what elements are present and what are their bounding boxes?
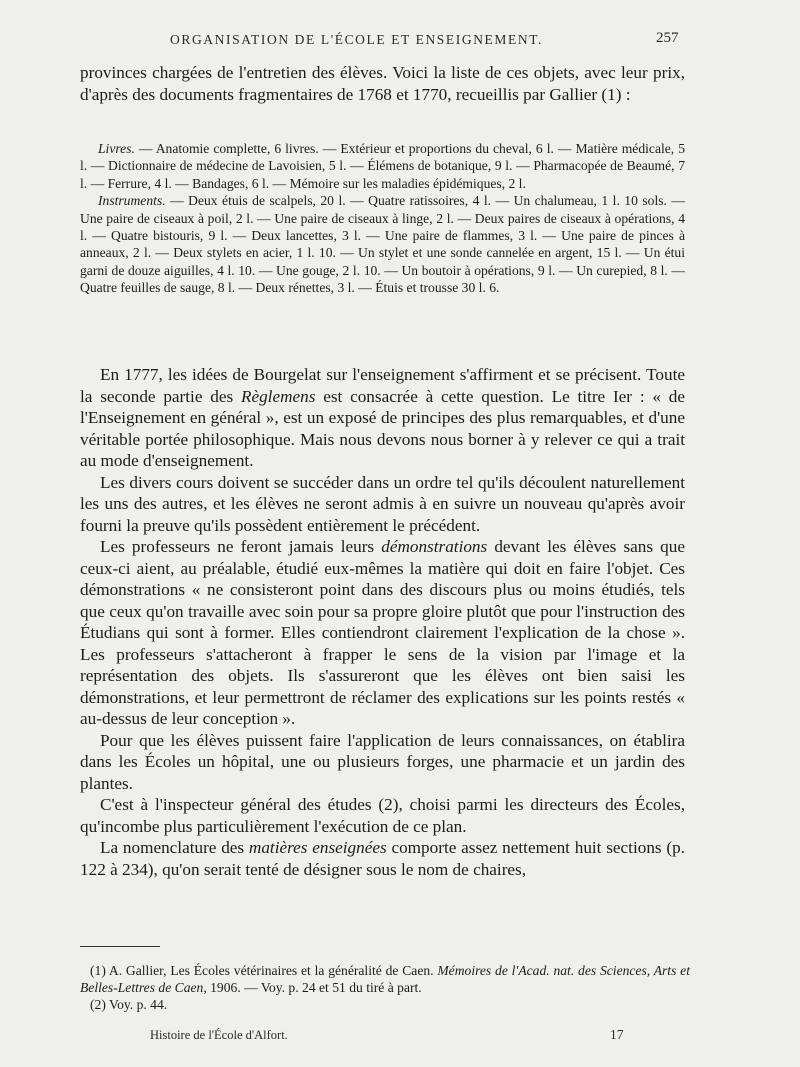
paragraph-5: C'est à l'inspecteur général des études (2), choisi parmi les directeurs des Écoles, qu'incombe plus particulièrement l'exécution de ce plan.: [80, 795, 685, 836]
paragraph-6: [80, 837, 685, 880]
intro-text: [80, 62, 685, 105]
paragraph-1-part-b: est consacrée à cette question. Le titre Ier : « de l'Enseignement en général », est un exposé de principes des plus remarquables, et d'une véritable portée philosophique. Mais nous devons nous borner à y relever ce qui a trait au mode d'enseignement.: [80, 386, 685, 470]
signature-number: 17: [610, 1027, 624, 1042]
paragraph-1: [80, 364, 685, 472]
list-instruments-text: — Deux étuis de scalpels, 20 l. — Quatre ratissoires, 4 l. — Un chalumeau, 1 l. 10 sols. — Une paire de ciseaux à poil, 2 l. — Une paire de ciseaux à linge, 2 l. — Deux paires de ciseaux à opérations, 4 l. — Quatre bistouris, 9 l. — Deux lancettes, 3 l. — Une paire de flammes, 3 l. — Une paire de pinces à anneaux, 2 l. — Deux stylets en acier, 1 l. 10. — Un stylet et une sonde cannelée en argent, 15 l. — Un étui garni de douze aiguilles, 4 l. 10. — Une gouge, 2 l. 10. — Un boutoir à opérations, 9 l. — Un curepied, 8 l. — Quatre feuilles de sauge, 8 l. — Deux rénettes, 3 l. — Étuis et trousse 30 l. 6.: [80, 193, 685, 296]
paragraph-6-part-a: La nomenclature des: [100, 838, 249, 857]
footnote-1: [80, 962, 690, 996]
list-books-label: Livres.: [98, 141, 135, 156]
paragraph-4: Pour que les élèves puissent faire l'application de leurs connaissances, on établira dans les Écoles un hôpital, une ou plusieurs forges, une pharmacie et un jardin des plantes.: [80, 730, 685, 793]
list-books-text: — Anatomie complette, 6 livres. — Extérieur et proportions du cheval, 6 l. — Matière médicale, 5 l. — Dictionnaire de médecine de Lavoisien, 5 l. — Élémens de botanique, 9 l. — Pharmacopée de Beaumé, 7 l. — Ferrure, 4 l. — Bandages, 6 l. — Mémoire sur les maladies épidémiques, 2 l.: [80, 141, 685, 191]
page-number: 257: [656, 30, 679, 46]
footnote-1-emphasis: Mémoires de l'Acad. nat. des Sciences, Arts et Belles-Lettres de Caen: [80, 963, 690, 995]
footnotes: [80, 962, 690, 1013]
paragraph-3-part-b: devant les élèves sans que ceux-ci aient, au préalable, étudié eux-mêmes la matière qui doit en faire l'objet. Ces démonstrations « ne consisteront point dans des discours plus ou moins étudiés, tels que ceux qu'on travaille avec soin pour sa propre gloire plutôt que pour l'instruction des Étudians qui sont à former. Elles contiendront clairement l'explication de la chose ». Les professeurs s'attacheront à frapper le sens de la vision par l'image et la représentation des objets. Ils s'assureront que les élèves ont bien saisi les démonstrations, et leur permettront de réclamer des explications sur les points restés « au-dessus de leur conception ».: [80, 537, 685, 728]
running-title: ORGANISATION DE L'ÉCOLE ET ENSEIGNEMENT.: [170, 32, 544, 47]
footnote-1-part-a: (1) A. Gallier, Les Écoles vétérinaires et la généralité de Caen.: [90, 963, 438, 978]
footnote-1-part-b: , 1906. — Voy. p. 24 et 51 du tiré à part.: [203, 980, 422, 995]
list-books: [80, 140, 685, 192]
paragraph-3-part-a: Les professeurs ne feront jamais leurs: [100, 537, 382, 556]
footnote-divider: [80, 946, 160, 947]
footnote-2: (2) Voy. p. 44.: [90, 997, 168, 1012]
signature-title: Histoire de l'École d'Alfort.: [150, 1028, 288, 1042]
main-text: [80, 364, 685, 880]
intro-paragraph: provinces chargées de l'entretien des élèves. Voici la liste de ces objets, avec leur prix, d'après des documents fragmentaires de 1768 et 1770, recueillis par Gallier (1) :: [80, 63, 685, 104]
paragraph-1-emphasis: Règlemens: [240, 386, 316, 406]
paragraph-6-part-b: comporte assez nettement huit sections (p. 122 à 234), qu'on serait tenté de désigner sous le nom de chaires,: [80, 838, 685, 879]
paragraph-1-part-a: En 1777, les idées de Bourgelat sur l'enseignement s'affirment et se précisent. Toute la seconde partie des: [80, 365, 685, 406]
paragraph-2: Les divers cours doivent se succéder dans un ordre tel qu'ils découlent naturellement les uns des autres, et les élèves ne seront admis à en suivre un nouveau qu'après avoir fourni la preuve qu'ils possèdent entièrement le précédent.: [80, 472, 685, 535]
price-list: [80, 140, 685, 297]
paragraph-6-emphasis: matières enseignées: [248, 838, 387, 857]
paragraph-3-emphasis: démonstrations: [381, 537, 488, 556]
list-instruments-label: Instruments.: [98, 193, 166, 209]
list-instruments: [80, 192, 685, 296]
paragraph-3: [80, 536, 685, 730]
